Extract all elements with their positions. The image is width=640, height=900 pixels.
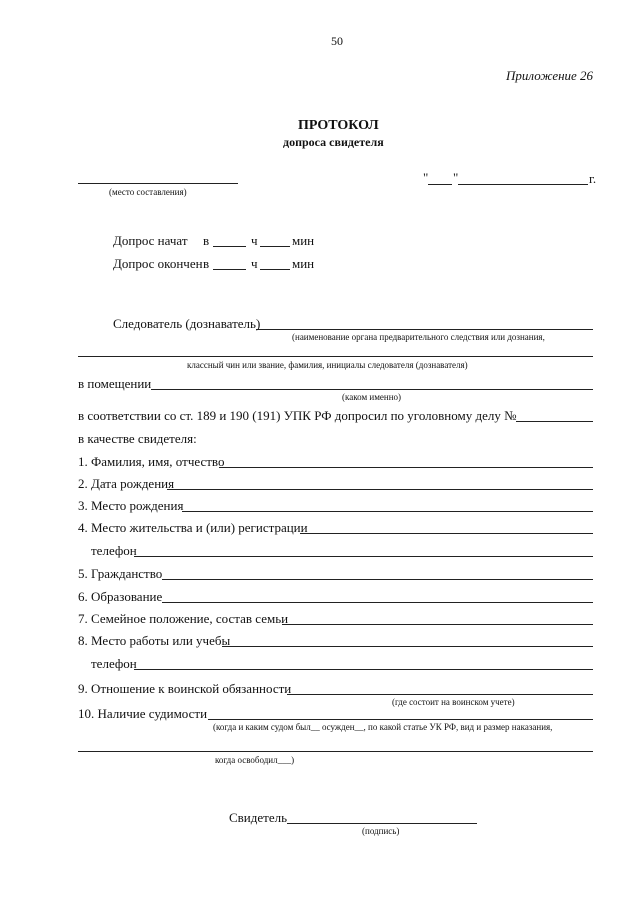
- date-month-line[interactable]: [458, 184, 588, 185]
- field-name-label: 1. Фамилия, имя, отчество: [78, 454, 225, 469]
- end-v: в: [203, 256, 210, 271]
- field-military-caption: (где состоит на воинском учете): [392, 697, 515, 707]
- field-conviction-line[interactable]: [208, 719, 593, 720]
- start-label: Допрос начат: [113, 233, 188, 248]
- field-conviction-label: 10. Наличие судимости: [78, 706, 208, 721]
- field-phone-label-2: телефон: [91, 656, 137, 671]
- field-education-label: 6. Образование: [78, 589, 163, 604]
- field-military-line[interactable]: [287, 694, 593, 695]
- room-line[interactable]: [151, 389, 593, 390]
- field-birthplace-label: 3. Место рождения: [78, 498, 184, 513]
- document-subtitle: допроса свидетеля: [283, 135, 384, 149]
- field-conviction-caption-2: когда освободил___): [215, 755, 295, 765]
- appendix-label: Приложение 26: [506, 68, 594, 83]
- end-ch: ч: [251, 256, 258, 271]
- field-family-line[interactable]: [282, 624, 593, 625]
- investigator-line[interactable]: [256, 329, 593, 330]
- signature-label: Свидетель: [229, 810, 288, 825]
- start-min-line[interactable]: [260, 246, 290, 247]
- end-min-line[interactable]: [260, 269, 290, 270]
- end-label: Допрос окончен: [113, 256, 203, 271]
- investigator-label: Следователь (дознаватель): [113, 316, 261, 331]
- field-citizenship-label: 5. Гражданство: [78, 566, 163, 581]
- field-phone-line-1[interactable]: [134, 556, 593, 557]
- document-title: ПРОТОКОЛ: [298, 118, 379, 133]
- start-hour-line[interactable]: [213, 246, 246, 247]
- case-number-line[interactable]: [516, 421, 593, 422]
- field-birthplace-line[interactable]: [182, 511, 593, 512]
- accordance-text: в соответствии со ст. 189 и 190 (191) УПК РФ допросил по уголовному делу №: [78, 408, 517, 423]
- date-quote-close: ": [453, 170, 459, 185]
- signature-line[interactable]: [287, 823, 477, 824]
- field-residence-line[interactable]: [300, 533, 593, 534]
- place-caption: (место составления): [109, 187, 187, 197]
- room-caption: (каком именно): [342, 392, 402, 402]
- date-quote-open: ": [423, 170, 429, 185]
- page-number: 50: [331, 34, 343, 48]
- field-phone-line-2[interactable]: [134, 669, 593, 670]
- investigator-line-2[interactable]: [78, 356, 593, 357]
- field-education-line[interactable]: [162, 602, 593, 603]
- field-military-label: 9. Отношение к воинской обязанности: [78, 681, 292, 696]
- year-suffix: г.: [589, 171, 597, 186]
- field-work-line[interactable]: [222, 646, 593, 647]
- date-day-line[interactable]: [428, 184, 452, 185]
- start-ch: ч: [251, 233, 258, 248]
- end-hour-line[interactable]: [213, 269, 246, 270]
- field-citizenship-line[interactable]: [162, 579, 593, 580]
- field-conviction-caption-1: (когда и каким судом был__ осужден__, по какой статье УК РФ, вид и размер наказания,: [213, 722, 553, 732]
- place-line[interactable]: [78, 183, 238, 184]
- signature-caption: (подпись): [362, 826, 400, 836]
- field-work-label: 8. Место работы или учебы: [78, 633, 231, 648]
- investigator-caption-1: (наименование органа предварительного следствия или дознания,: [292, 332, 545, 342]
- field-birthdate-line[interactable]: [167, 489, 593, 490]
- field-conviction-line-2[interactable]: [78, 751, 593, 752]
- start-min: мин: [292, 233, 315, 248]
- field-family-label: 7. Семейное положение, состав семьи: [78, 611, 289, 626]
- field-birthdate-label: 2. Дата рождения: [78, 476, 175, 491]
- investigator-caption-2: классный чин или звание, фамилия, инициалы следователя (дознавателя): [187, 360, 468, 370]
- field-phone-label-1: телефон: [91, 543, 137, 558]
- room-label: в помещении: [78, 376, 152, 391]
- field-name-line[interactable]: [219, 467, 593, 468]
- start-v: в: [203, 233, 210, 248]
- witness-role: в качестве свидетеля:: [78, 431, 197, 446]
- end-min: мин: [292, 256, 315, 271]
- field-residence-label: 4. Место жительства и (или) регистрации: [78, 520, 308, 535]
